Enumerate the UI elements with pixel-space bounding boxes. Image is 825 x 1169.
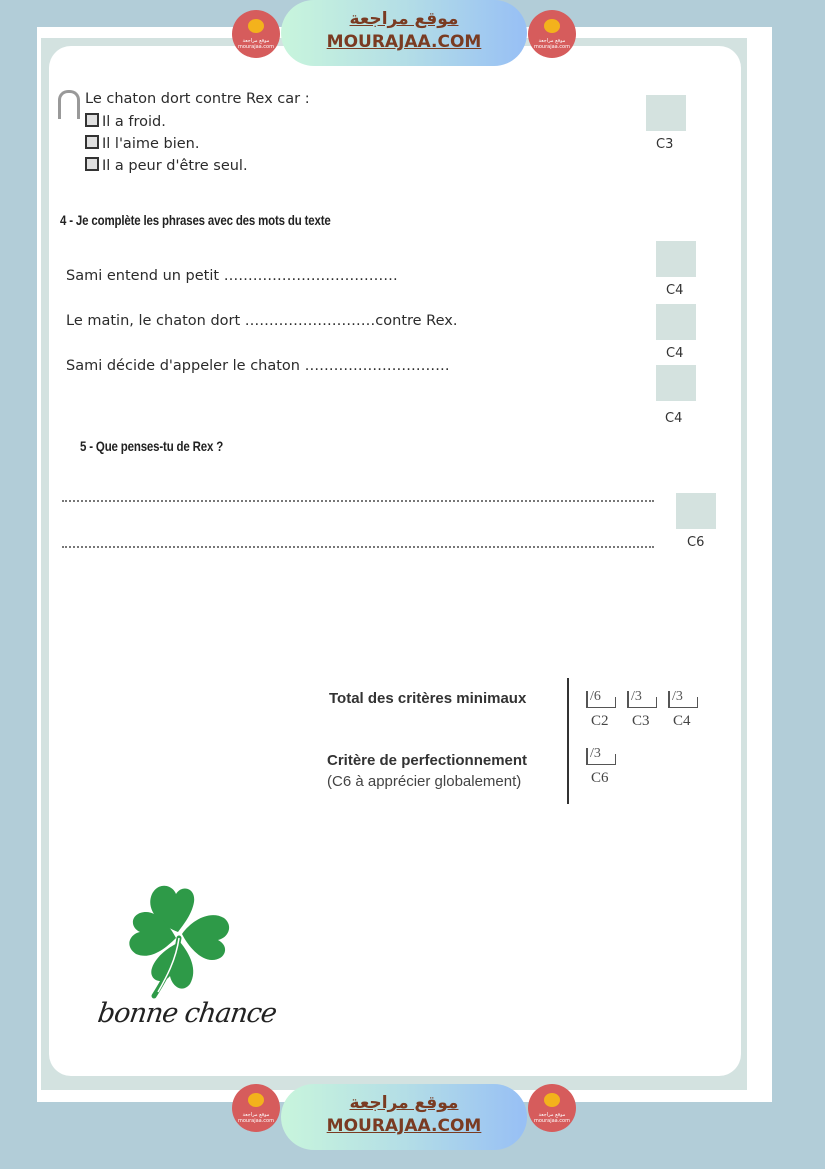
score-criterion-c3: C3 — [632, 713, 650, 729]
criterion-label: C4 — [666, 283, 684, 298]
score-criterion-c6: C6 — [591, 770, 609, 786]
score-box-c3[interactable] — [646, 95, 686, 131]
q4-sentence-2[interactable]: Le matin, le chaton dort ………………………contre Rex. — [66, 313, 458, 329]
banner-site-name[interactable]: MOURAJAA.COM — [326, 1116, 482, 1136]
score-box-c4-2[interactable] — [656, 304, 696, 340]
badge-text: موقع مراجعة mourajaa.com — [533, 38, 570, 50]
badge-text: موقع مراجعة mourajaa.com — [237, 1112, 274, 1124]
book-icon — [544, 1093, 560, 1107]
q4-sentence-3[interactable]: Sami décide d'appeler le chaton ………………………… — [66, 358, 450, 374]
denominator: 6 — [593, 689, 601, 704]
denominator: 3 — [593, 746, 601, 761]
site-badge-left-footer[interactable] — [232, 1084, 280, 1132]
q3-prompt: Le chaton dort contre Rex car : — [85, 91, 310, 107]
score-fraction-c6[interactable]: /3 — [586, 746, 616, 765]
banner-site-name[interactable]: MOURAJAA.COM — [326, 32, 482, 52]
criterion-label: C4 — [666, 346, 684, 361]
criterion-label: C4 — [665, 411, 683, 426]
score-box-c6[interactable] — [676, 493, 716, 529]
option-label: Il a froid. — [102, 114, 166, 130]
site-badge-right[interactable] — [528, 10, 576, 58]
badge-text: موقع مراجعة mourajaa.com — [533, 1112, 570, 1124]
perfection-note: (C6 à apprécier globalement) — [327, 773, 522, 790]
book-icon — [248, 1093, 264, 1107]
denominator: 3 — [675, 689, 683, 704]
score-fraction-c2[interactable]: /6 — [586, 689, 616, 708]
option-label: Il l'aime bien. — [102, 136, 200, 152]
perfection-criteria-label: Critère de perfectionnement — [327, 752, 528, 769]
q5-title: 5 - Que penses-tu de Rex ? — [80, 438, 224, 454]
four-leaf-clover-icon — [120, 880, 240, 1000]
checkbox[interactable] — [85, 157, 99, 171]
site-badge-right-footer[interactable] — [528, 1084, 576, 1132]
score-box-c4-1[interactable] — [656, 241, 696, 277]
q4-title: 4 - Je complète les phrases avec des mots du texte — [60, 212, 331, 228]
book-icon — [248, 19, 264, 33]
denominator: 3 — [634, 689, 642, 704]
footer-site-banner[interactable] — [281, 1084, 527, 1150]
badge-text: موقع مراجعة mourajaa.com — [237, 38, 274, 50]
criterion-label: C3 — [656, 137, 674, 152]
score-fraction-c4[interactable]: /3 — [668, 689, 698, 708]
answer-line-1[interactable] — [62, 500, 654, 502]
answer-line-2[interactable] — [62, 546, 654, 548]
checkbox[interactable] — [85, 135, 99, 149]
score-criterion-c4: C4 — [673, 713, 691, 729]
banner-arabic-title: موقع مراجعة — [349, 9, 459, 29]
q3-option-1[interactable] — [85, 113, 166, 130]
criterion-label: C6 — [687, 535, 705, 550]
book-icon — [544, 19, 560, 33]
option-label: Il a peur d'être seul. — [102, 158, 248, 174]
score-criterion-c2: C2 — [591, 713, 609, 729]
q3-option-2[interactable] — [85, 135, 199, 152]
q4-sentence-1[interactable]: Sami entend un petit ……………………………… — [66, 268, 398, 284]
arc-decoration-icon — [58, 90, 80, 119]
score-box-c4-3[interactable] — [656, 365, 696, 401]
site-badge-left[interactable] — [232, 10, 280, 58]
bonne-chance-text: bonne chance — [95, 998, 279, 1029]
header-site-banner[interactable] — [281, 0, 527, 66]
banner-arabic-title: موقع مراجعة — [349, 1093, 459, 1113]
checkbox[interactable] — [85, 113, 99, 127]
score-fraction-c3[interactable]: /3 — [627, 689, 657, 708]
minimal-criteria-label: Total des critères minimaux — [329, 690, 527, 707]
table-divider — [567, 678, 569, 804]
q3-option-3[interactable] — [85, 157, 248, 174]
